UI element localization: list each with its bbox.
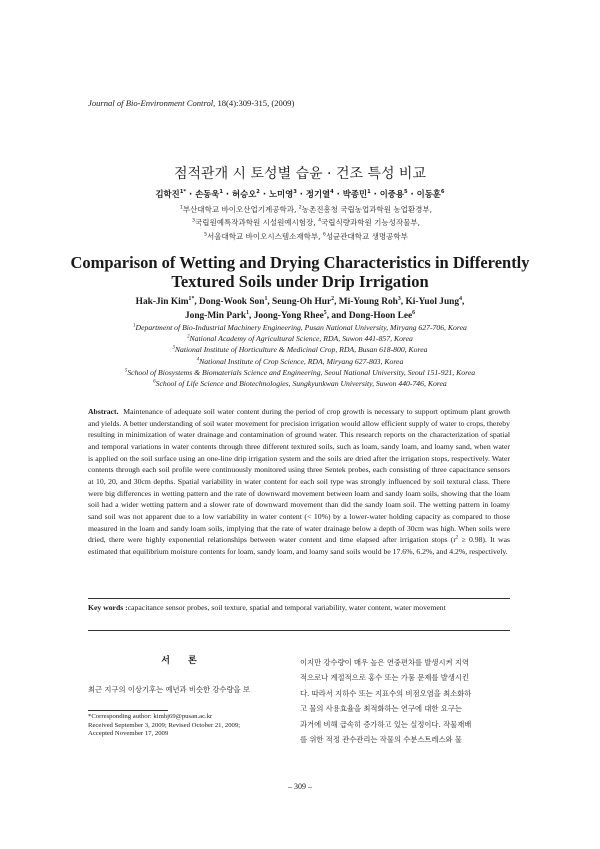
left-column-text: 최근 지구의 이상기후는 예년과 비슷한 강수량을 보 (88, 685, 250, 694)
page-number: – 309 – (288, 782, 312, 791)
right-column-line: 이지만 강수량이 매우 높은 연중편차를 발생시켜 지역 (300, 658, 469, 667)
korean-affiliation: 국립식량과학원 기능성작물부, (321, 218, 420, 228)
english-author-mark: 5 (323, 309, 327, 316)
english-affiliation: National Institute of Crop Science, RDA, Miryang 627-803, Korea (199, 356, 404, 366)
english-title-line2: Textured Soils under Drip Irrigation (171, 272, 429, 291)
english-author-name: Seung-Oh Hur (272, 297, 332, 307)
english-affiliation: School of Life Science and Biotechnologies, Sungkyunkwan University, Suwon 440-746, Korea (155, 379, 447, 389)
korean-affiliation-mark: 3 (192, 218, 195, 224)
korean-affiliation: 부산대학교 바이오산업기계공학과, (182, 205, 299, 214)
english-author-mark: 2 (331, 295, 335, 302)
footnote-corresponding: *Corresponding author: kimhj69@pusan.ac.kr (88, 713, 213, 720)
section-heading: 서론 (161, 656, 215, 666)
keywords (88, 602, 510, 613)
english-affiliation-mark: 6 (153, 379, 156, 385)
english-affiliation-line (60, 333, 540, 344)
abstract-text: Maintenance of adequate soil water content during the period of crop growth is necessary to support optimum plant growth and yields. A better understanding of soil water movement for precision irrigation would allow efficient supply of water to crops, thereby resulting in minimization of water drainage and contamination of ground water. This research reports on the characterization of spatial and temporal variations in water contents through three different textured soils, such as loam, sandy loam, and loamy sand, when water is applied on the soil surface using an one-line drip irrigation system and the soils are dried after the irrigation stops, respectively. Water contents through each soil profile were continuously monitored using three Sentek probes, each consisting of three capacitance sensors at 10, 20, and 30cm depths. Spatial variability in water content for each soil type was strongly influenced by soil textural class. There were big differences in wetting pattern and the rate of downward movement between loam and sandy loam soils, showing that the loam soil had a wider wetting pattern and a slower rate of downward movement than did the sandy loam soil. The wetting pattern in loamy sand soil was not apparent due to a low variability in water content (< 10%) by a lower-water holding capacity as compared to those measured in the loam and sandy loam soils, implying that the rate of water drainage below a depth of 30cm was high. When soils were dried, there were highly exponential relationships between water content and time elapsed after irrigation stops (r (88, 407, 510, 545)
korean-title: 점적관개 시 토성별 습윤 · 건조 특성 비교 (174, 166, 426, 182)
abstract (88, 406, 510, 558)
english-authors: Hak-Jin Kim$^{1*}$, Dong-Wook Son$^1$, Seung-Oh Hur$^2$, Mi-Young Roh$^3$, Ki-Yuol Jung$^4$, Jong-Min Park$^1$, Joong-Yong Rhee$^5$, and Dong-Hoon Lee$^6$ (135, 295, 465, 321)
right-column-line: 적으로나 계절적으로 홍수 또는 가뭄 문제를 발생시킨 (300, 673, 469, 683)
journal-citation (88, 98, 294, 108)
english-affiliation: School of Biosystems & Biomaterials Science and Engineering, Seoul National University, Seoul 151-921, Korea (127, 367, 476, 377)
english-author-name: Mi-Young Roh (338, 297, 398, 307)
english-affiliation: Department of Bio-Industrial Machinery Engineering, Pusan National University, Miryang 627-706, Korea (135, 323, 467, 332)
korean-affiliation-mark: 1 (179, 205, 183, 211)
footnote (88, 713, 298, 739)
english-affiliation-mark: 2 (187, 334, 190, 340)
korean-authors: 김학진$^{1*}$ · 손동욱$^1$ · 허승오$^2$ · 노미영$^3$ · 정기열$^4$ · 박종민$^1$ · 이중용$^5$ · 이동훈$^6$ (155, 189, 445, 199)
korean-author-mark: 3 (293, 189, 297, 196)
english-author-name: Ki-Yuol Jung (405, 297, 460, 307)
right-column-line: 를 위한 적정 관수관리는 작물의 수분스트레스와 물 (300, 735, 462, 745)
english-author-mark: 3 (397, 295, 401, 302)
korean-affiliation-mark: 4 (318, 218, 322, 224)
korean-author-name: 이중용 (379, 189, 404, 199)
english-affiliation-mark: 1 (133, 323, 136, 329)
english-author-name: Jong-Min Park (184, 311, 247, 321)
korean-affiliations (96, 203, 516, 243)
abstract-label: Abstract. (88, 407, 119, 416)
english-author-mark: 1 (264, 295, 268, 302)
keywords-bottom-rule (88, 630, 510, 631)
korean-author-mark: 5 (403, 189, 408, 196)
korean-author-name: 손동욱 (195, 189, 220, 199)
korean-author-mark: 1 (367, 189, 371, 196)
english-affiliation: National Academy of Agricultural Science, RDA, Suwon 441-857, Korea (189, 334, 413, 344)
english-author-name: Hak-Jin Kim (135, 297, 189, 307)
korean-author-name: 박종민 (342, 189, 368, 199)
korean-author-name: 김학진 (155, 189, 180, 199)
right-column-text (300, 655, 510, 747)
right-column-line: 다. 따라서 지하수 또는 지표수의 비점오염을 최소화하 (300, 688, 472, 698)
english-affiliation-line (60, 322, 540, 333)
korean-author-mark: 2 (256, 189, 260, 196)
korean-affiliation: 성균관대학교 생명공학부 (325, 231, 408, 241)
korean-author-mark: 1 (219, 189, 223, 196)
english-title-line1: Comparison of Wetting and Drying Characteristics in Differently (70, 253, 530, 272)
keywords-text: capacitance sensor probes, soil texture, spatial and temporal variability, water content, water movement (127, 603, 446, 612)
english-affiliation-mark: 5 (124, 368, 128, 374)
korean-affiliation: 국립원예특작과학원 시설원예시험장, (194, 218, 319, 228)
korean-author-name: 정기열 (305, 189, 331, 199)
abstract-superscript: 2 (455, 535, 459, 541)
korean-author-mark: 1* (179, 189, 187, 196)
english-author-mark: 1 (246, 309, 250, 316)
english-author-name: Dong-Wook Son (199, 297, 265, 307)
english-affiliation-line (60, 378, 540, 389)
korean-author-name: 노미영 (268, 189, 294, 199)
korean-affiliation-mark: 5 (204, 232, 208, 238)
korean-author-mark: 4 (330, 189, 334, 196)
korean-author-name: 허승오 (232, 189, 257, 199)
journal-volume: , 18(4):309-315, (2009) (213, 98, 295, 108)
english-author-name: Joong-Yong Rhee (253, 311, 324, 321)
english-author-mark: 1* (188, 295, 195, 302)
english-author-mark: 4 (459, 295, 462, 302)
english-affiliation-line (60, 356, 540, 367)
footnote-accepted: Accepted November 17, 2009 (88, 730, 169, 737)
english-title (60, 253, 540, 291)
footnote-received: Received September 3, 2009; Revised October 21, 2009; (88, 721, 241, 729)
korean-affiliation: 농촌진흥청 국립농업과학원 농업환경부, (301, 205, 433, 214)
english-affiliation-mark: 3 (172, 345, 175, 351)
footnote-rule (88, 710, 168, 711)
right-column-line: 고 물의 사용효율을 최적화하는 연구에 대한 요구는 (300, 704, 462, 714)
korean-affiliation-mark: 2 (298, 205, 302, 211)
english-author-mark: 6 (412, 309, 416, 316)
korean-affiliation: 서울대학교 바이오시스템소재학부, (207, 231, 323, 241)
english-affiliation-line (60, 367, 540, 378)
english-affiliation: National Institute of Horticulture & Medicinal Crop, RDA, Busan 618-800, Korea (174, 345, 428, 355)
right-column-line: 과거에 비해 급속히 증가하고 있는 실정이다. 작물재배 (300, 719, 472, 729)
keywords-label: Key words : (88, 603, 128, 612)
keywords-top-rule (88, 598, 510, 599)
english-affiliations (60, 322, 540, 389)
korean-affiliation-mark: 6 (322, 232, 326, 238)
korean-author-mark: 6 (440, 189, 445, 196)
english-affiliation-line (60, 344, 540, 355)
english-author-name: Dong-Hoon Lee (348, 311, 413, 321)
abstract-text-end: ≥ 0.98). It was estimated that equilibrium moisture contents for loam, sandy loam, and loamy sand soils would be 17.6%, 6.2%, and 4.2%, respectively. (88, 535, 510, 556)
korean-author-name: 이동훈 (416, 189, 441, 199)
english-affiliation-mark: 4 (196, 357, 200, 363)
journal-name: Journal of Bio-Environment Control (88, 98, 214, 108)
